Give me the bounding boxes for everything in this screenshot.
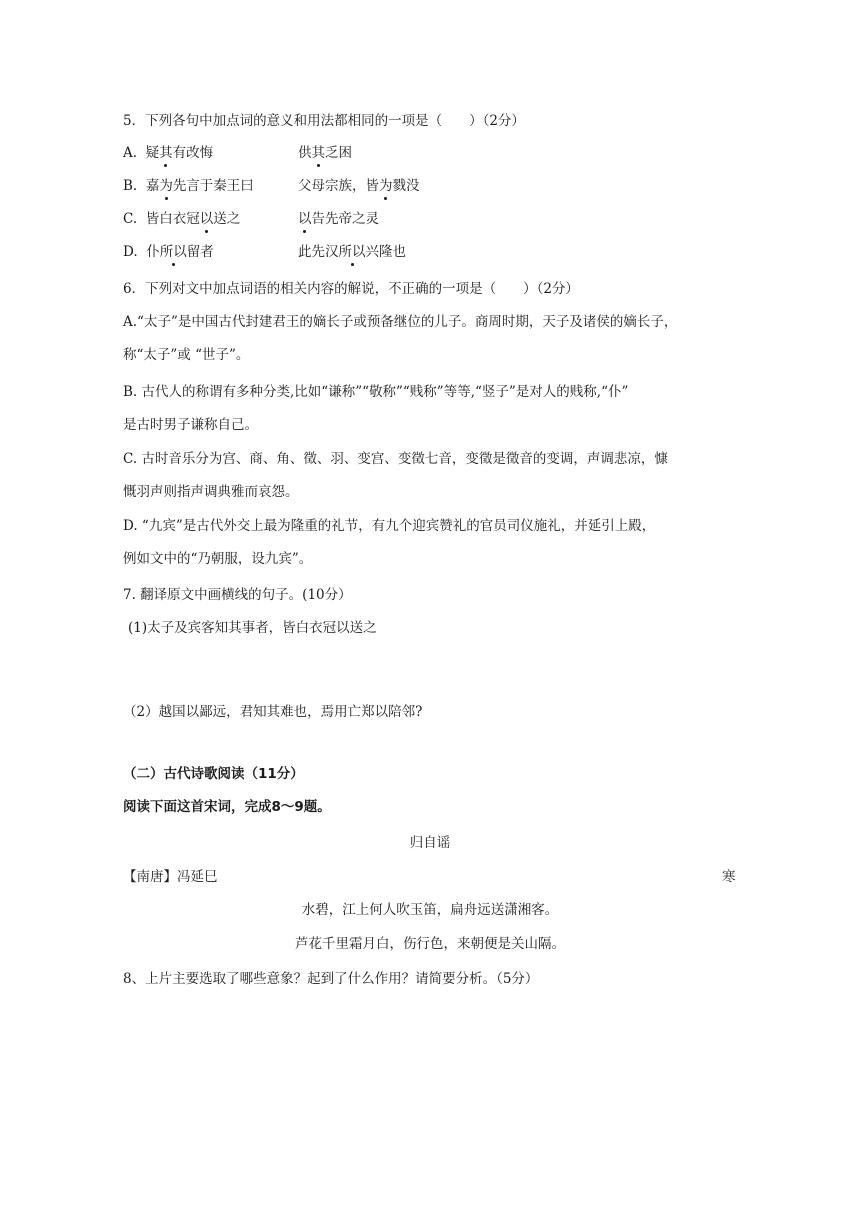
option-label: D. bbox=[123, 244, 138, 260]
dotted-word: 以 bbox=[199, 211, 214, 227]
dotted-word: 其 bbox=[159, 145, 173, 161]
q7-sentence-1: (1)太子及宾客知其事者，皆白衣冠以送之 bbox=[128, 620, 377, 636]
q5-option-b: B. 嘉为先言于秦王曰 父母宗族，皆为戮没 bbox=[123, 178, 420, 194]
poem-verse-2: 芦花千里霜月白，伤行色，来朝便是关山隔。 bbox=[295, 936, 565, 952]
option-label: C. bbox=[123, 211, 138, 227]
q5-option-d: D. 仆所以留者 此先汉所以兴隆也 bbox=[123, 244, 406, 260]
q6-option-b-line2: 是古时男子谦称自己。 bbox=[123, 417, 258, 433]
section-heading: （二）古代诗歌阅读（11分） bbox=[123, 766, 304, 782]
section-instruction: 阅读下面这首宋词，完成8～9题。 bbox=[123, 799, 331, 815]
dotted-word: 为 bbox=[379, 178, 393, 194]
option-label: A. bbox=[123, 145, 138, 161]
q6-option-c-line2: 慨羽声则指声调典雅而哀怨。 bbox=[123, 484, 299, 500]
q6-stem: 6．下列对文中加点词语的相关内容的解说，不正确的一项是（ ）（2分） bbox=[123, 281, 579, 297]
q6-option-b-line1: B. 古代人的称谓有多种分类,比如“谦称”“敬称”“贱称”等等,“竖子”是对人的贱称,“仆” bbox=[123, 384, 629, 400]
q7-stem: 7. 翻译原文中画横线的句子。(10分） bbox=[123, 587, 352, 603]
q7-sentence-2: （2）越国以鄙远，君知其难也，焉用亡郑以陪邻? bbox=[123, 704, 423, 720]
q6-option-a-line2: 称“太子”或 “世子”。 bbox=[123, 347, 250, 363]
poem-title: 归自谣 bbox=[409, 835, 451, 851]
q6-option-a-line1: A.“太子”是中国古代封建君王的嫡长子或预备继位的儿子。商周时期，天子及诸侯的嫡长子， bbox=[123, 314, 678, 330]
q6-option-c-line1: C. 古时音乐分为宫、商、角、徵、羽、变宫、变徵七音，变徵是徵音的变调，声调悲凉，慷 bbox=[123, 451, 668, 467]
dotted-word: 为 bbox=[159, 178, 173, 194]
q8-stem: 8、上片主要选取了哪些意象？起到了什么作用？请简要分析。（5分） bbox=[123, 971, 539, 987]
poem-trailing-char: 寒 bbox=[722, 869, 736, 885]
dotted-word: 以 bbox=[298, 211, 312, 227]
poem-verse-1: 水碧，江上何人吹玉笛，扁舟远送潇湘客。 bbox=[301, 902, 559, 918]
q5-option-c: C. 皆白衣冠以送之 以告先帝之灵 bbox=[123, 211, 379, 227]
q6-option-d-line1: D. “九宾”是古代外交上最为隆重的礼节，有九个迎宾赞礼的官员司仪施礼，并延引上殿， bbox=[123, 518, 656, 534]
q6-option-d-line2: 例如文中的“乃朝服，设九宾”。 bbox=[123, 551, 313, 567]
dotted-word: 所以 bbox=[338, 244, 366, 260]
q5-stem: 5．下列各句中加点词的意义和用法都相同的一项是（ ）（2分） bbox=[123, 113, 525, 129]
option-label: B. bbox=[123, 178, 138, 194]
dotted-word: 所以 bbox=[159, 244, 187, 260]
poem-author: 【南唐】冯延巳 bbox=[123, 869, 218, 885]
q5-option-a: A. 疑其有改悔 供其乏困 bbox=[123, 145, 352, 161]
dotted-word: 其 bbox=[311, 145, 325, 161]
